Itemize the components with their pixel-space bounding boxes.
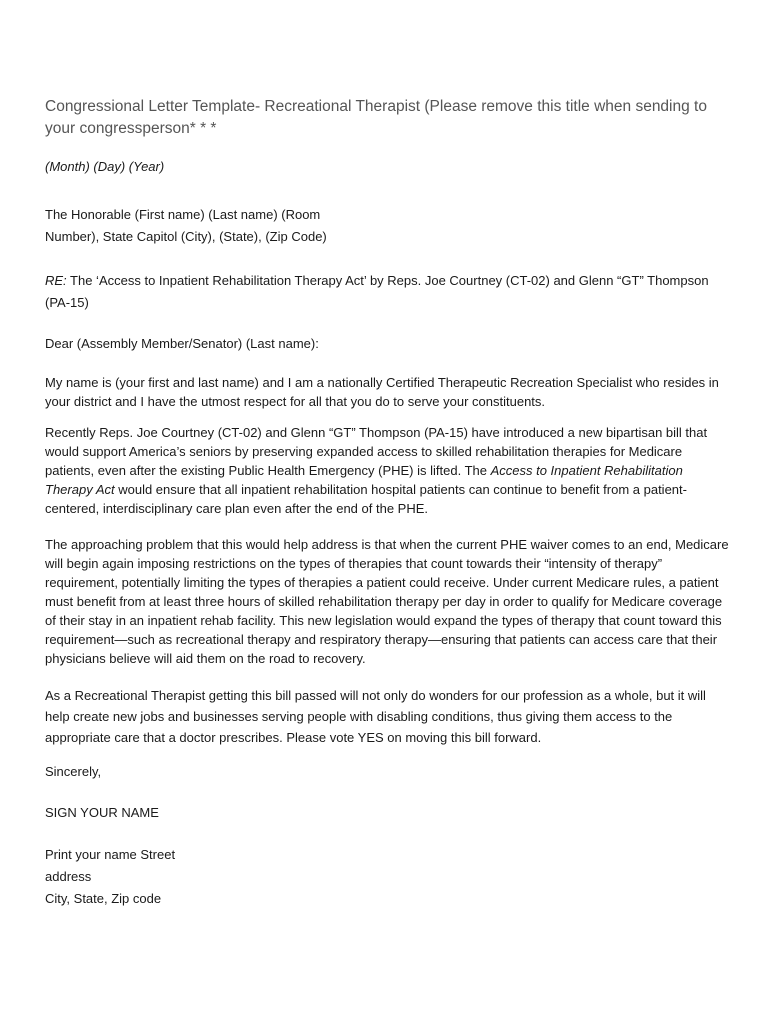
bill-name-italic: Access to Inpatient Rehabilitation Therapy Act — [45, 463, 683, 497]
paragraph-intro: My name is (your first and last name) and I am a nationally Certified Therapeutic Recreation Specialist who resides in your district and I have the utmost respect for all that you do to serve your constituents. — [45, 375, 719, 409]
address-line-1: The Honorable (First name) (Last name) (Room — [45, 207, 321, 222]
sender-line-3: City, State, Zip code — [45, 891, 162, 906]
letter-page — [45, 96, 729, 910]
paragraph-bill-part1: Recently Reps. Joe Courtney (CT-02) and Glenn “GT” Thompson (PA-15) have introduced a new bipartisan bill that would support America’s seniors by preserving expanded access to skilled rehabilitation therapies for Medicare patients, even after the existing Public Health Emergency (PHE) is lifted. The — [45, 425, 708, 478]
signature-placeholder: SIGN YOUR NAME — [45, 805, 159, 820]
re-label: RE: — [45, 273, 67, 288]
re-text: The ‘Access to Inpatient Rehabilitation Therapy Act’ by Reps. Joe Courtney (CT-02) and Glenn “GT” Thompson (PA-15) — [45, 273, 709, 310]
sender-info — [45, 844, 729, 910]
document-title: Congressional Letter Template- Recreational Therapist (Please remove this title when sending to your congressperson* * * — [45, 98, 707, 137]
paragraph-problem: The approaching problem that this would help address is that when the current PHE waiver comes to an end, Medicare will begin again imposing restrictions on the types of therapies that count towards their “intensity of therapy” requirement, potentially limiting the types of therapies a patient could receive. Under current Medicare rules, a patient must benefit from at least three hours of skilled rehabilitation therapy per day in order to qualify for Medicare coverage of their stay in an inpatient rehab facility. This new legislation would expand the types of therapy that count toward this requirement—such as recreational therapy and respiratory therapy—ensuring that patients can access care that their physicians believe will aid them on the road to recovery. — [45, 537, 729, 666]
paragraph-bill-part2: would ensure that all inpatient rehabilitation hospital patients can continue to benefit from a patient-centered, interdisciplinary care plan even after the end of the PHE. — [45, 482, 687, 516]
paragraph-request: As a Recreational Therapist getting this bill passed will not only do wonders for our profession as a whole, but it will help create new jobs and businesses serving people with disabling conditions, thus giving them access to the appropriate care that a doctor prescribes. Please vote YES on moving this bill forward. — [45, 688, 706, 745]
paragraph-bill — [45, 423, 729, 518]
re-line — [45, 270, 729, 314]
address-line-2: Number), State Capitol (City), (State), (Zip Code) — [45, 229, 327, 244]
letter-date: (Month) (Day) (Year) — [45, 159, 165, 174]
recipient-address — [45, 204, 729, 248]
sender-line-1: Print your name Street — [45, 847, 176, 862]
closing: Sincerely, — [45, 764, 102, 779]
sender-line-2: address — [45, 869, 92, 884]
salutation: Dear (Assembly Member/Senator) (Last name): — [45, 336, 319, 351]
